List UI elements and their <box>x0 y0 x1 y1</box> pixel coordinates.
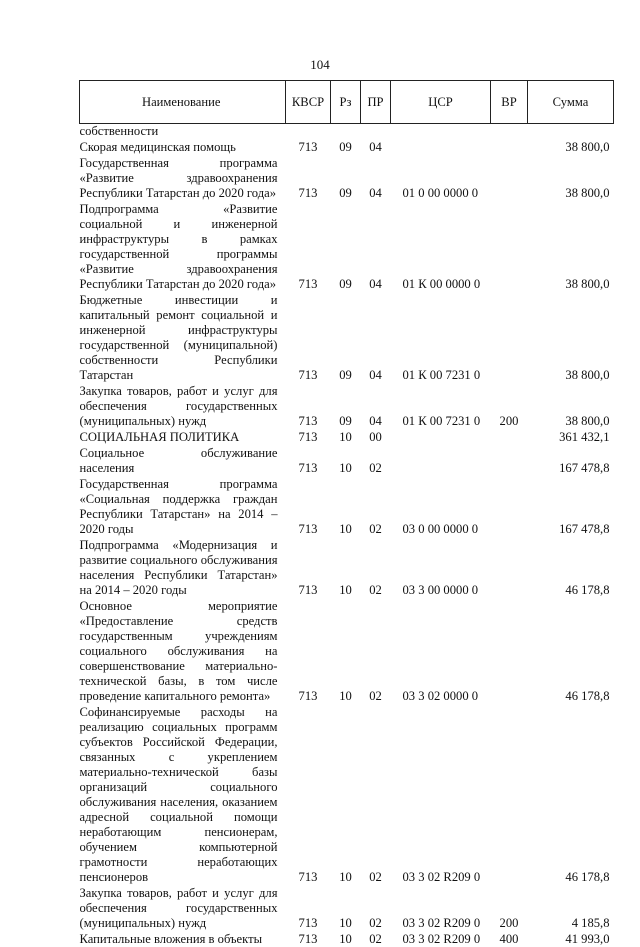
cell-name: Основное мероприятие «Предоставление средств государственным учреждениям социального обслуживания на совершенствование материально-технической базы, в том числе проведение капитального ремонта» <box>80 598 286 704</box>
cell-name: Государственная программа «Социальная поддержка граждан Республики Татарстан» на 2014 – 2020 годы <box>80 476 286 537</box>
cell-pr: 02 <box>361 476 391 537</box>
cell-vr <box>491 124 528 140</box>
cell-kvsr: 713 <box>286 139 331 155</box>
cell-rz: 10 <box>331 476 361 537</box>
header-sum: Сумма <box>528 81 614 124</box>
table-row <box>80 476 614 537</box>
cell-name: Социальное обслуживание населения <box>80 445 286 476</box>
table-row <box>80 292 614 383</box>
cell-vr <box>491 429 528 445</box>
cell-pr: 02 <box>361 445 391 476</box>
table-row <box>80 201 614 292</box>
cell-rz <box>331 124 361 140</box>
cell-pr <box>361 124 391 140</box>
cell-vr: 400 <box>491 931 528 947</box>
cell-pr: 04 <box>361 201 391 292</box>
cell-csr: 03 3 02 R209 0 <box>391 885 491 931</box>
cell-csr <box>391 445 491 476</box>
table-row <box>80 429 614 445</box>
cell-name: Государственная программа «Развитие здравоохранения Республики Татарстан до 2020 года» <box>80 155 286 201</box>
table-row <box>80 598 614 704</box>
header-csr: ЦСР <box>391 81 491 124</box>
cell-rz: 10 <box>331 445 361 476</box>
cell-pr: 02 <box>361 931 391 947</box>
cell-kvsr: 713 <box>286 292 331 383</box>
cell-vr <box>491 445 528 476</box>
cell-sum: 361 432,1 <box>528 429 614 445</box>
cell-csr: 03 3 02 R209 0 <box>391 704 491 885</box>
header-name: Наименование <box>80 81 286 124</box>
header-pr: ПР <box>361 81 391 124</box>
cell-vr <box>491 704 528 885</box>
cell-kvsr: 713 <box>286 201 331 292</box>
cell-kvsr <box>286 124 331 140</box>
cell-vr <box>491 537 528 598</box>
cell-rz: 09 <box>331 383 361 429</box>
cell-vr <box>491 155 528 201</box>
cell-vr <box>491 292 528 383</box>
cell-csr: 03 0 00 0000 0 <box>391 476 491 537</box>
cell-pr: 02 <box>361 704 391 885</box>
cell-name: Софинансируемые расходы на реализацию социальных программ субъектов Российской Федерации, связанных с укреплением материально-технической базы организаций социального обслуживания населения, оказанием адресной социальной помощи неработающим пенсионерам, обучением компьютерной грамотности неработающих пенсионеров <box>80 704 286 885</box>
table-row <box>80 139 614 155</box>
cell-csr <box>391 124 491 140</box>
cell-sum: 167 478,8 <box>528 445 614 476</box>
cell-vr <box>491 476 528 537</box>
cell-kvsr: 713 <box>286 931 331 947</box>
header-vr: ВР <box>491 81 528 124</box>
cell-vr <box>491 139 528 155</box>
cell-pr: 04 <box>361 139 391 155</box>
cell-sum: 38 800,0 <box>528 292 614 383</box>
table-row <box>80 155 614 201</box>
cell-sum: 167 478,8 <box>528 476 614 537</box>
cell-kvsr: 713 <box>286 445 331 476</box>
table-row <box>80 383 614 429</box>
cell-csr: 01 К 00 0000 0 <box>391 201 491 292</box>
cell-rz: 10 <box>331 598 361 704</box>
cell-name: Закупка товаров, работ и услуг для обеспечения государственных (муниципальных) нужд <box>80 885 286 931</box>
table-row <box>80 445 614 476</box>
cell-name: Закупка товаров, работ и услуг для обеспечения государственных (муниципальных) нужд <box>80 383 286 429</box>
cell-pr: 00 <box>361 429 391 445</box>
cell-csr: 03 3 02 0000 0 <box>391 598 491 704</box>
cell-name: Подпрограмма «Модернизация и развитие социального обслуживания населения Республики Татарстан» на 2014 – 2020 годы <box>80 537 286 598</box>
cell-name: Капитальные вложения в объекты <box>80 931 286 947</box>
cell-rz: 09 <box>331 155 361 201</box>
table-header-row <box>80 81 614 124</box>
cell-rz: 10 <box>331 885 361 931</box>
cell-pr: 04 <box>361 292 391 383</box>
cell-pr: 02 <box>361 885 391 931</box>
cell-rz: 09 <box>331 201 361 292</box>
cell-vr: 200 <box>491 383 528 429</box>
table-row <box>80 885 614 931</box>
cell-sum: 38 800,0 <box>528 383 614 429</box>
cell-kvsr: 713 <box>286 598 331 704</box>
cell-rz: 10 <box>331 931 361 947</box>
cell-name: Подпрограмма «Развитие социальной и инженерной инфраструктуры в рамках государственной программы «Развитие здравоохранения Республики Татарстан до 2020 года» <box>80 201 286 292</box>
cell-kvsr: 713 <box>286 429 331 445</box>
cell-sum: 38 800,0 <box>528 155 614 201</box>
cell-pr: 02 <box>361 598 391 704</box>
cell-pr: 04 <box>361 155 391 201</box>
cell-kvsr: 713 <box>286 383 331 429</box>
cell-kvsr: 713 <box>286 155 331 201</box>
cell-rz: 10 <box>331 704 361 885</box>
cell-rz: 10 <box>331 429 361 445</box>
cell-rz: 10 <box>331 537 361 598</box>
cell-kvsr: 713 <box>286 885 331 931</box>
cell-name: собственности <box>80 124 286 140</box>
header-kvsr: КВСР <box>286 81 331 124</box>
budget-table <box>79 80 614 947</box>
table-row <box>80 704 614 885</box>
cell-csr: 03 3 00 0000 0 <box>391 537 491 598</box>
cell-name: Скорая медицинская помощь <box>80 139 286 155</box>
header-rz: Рз <box>331 81 361 124</box>
cell-kvsr: 713 <box>286 704 331 885</box>
table-body <box>80 124 614 947</box>
cell-sum: 46 178,8 <box>528 704 614 885</box>
cell-kvsr: 713 <box>286 476 331 537</box>
cell-name: Бюджетные инвестиции и капитальный ремонт социальной и инженерной инфраструктуры государственной (муниципальной) собственности Республики Татарстан <box>80 292 286 383</box>
cell-csr: 01 К 00 7231 0 <box>391 292 491 383</box>
cell-pr: 02 <box>361 537 391 598</box>
cell-vr: 200 <box>491 885 528 931</box>
cell-rz: 09 <box>331 139 361 155</box>
cell-name: СОЦИАЛЬНАЯ ПОЛИТИКА <box>80 429 286 445</box>
cell-sum: 38 800,0 <box>528 201 614 292</box>
cell-sum: 41 993,0 <box>528 931 614 947</box>
cell-sum: 46 178,8 <box>528 537 614 598</box>
cell-vr <box>491 598 528 704</box>
cell-csr: 03 3 02 R209 0 <box>391 931 491 947</box>
cell-pr: 04 <box>361 383 391 429</box>
cell-sum: 46 178,8 <box>528 598 614 704</box>
cell-vr <box>491 201 528 292</box>
table-row <box>80 931 614 947</box>
cell-sum: 4 185,8 <box>528 885 614 931</box>
cell-csr: 01 К 00 7231 0 <box>391 383 491 429</box>
cell-sum <box>528 124 614 140</box>
page-number: 104 <box>0 57 640 73</box>
table-row <box>80 537 614 598</box>
cell-csr: 01 0 00 0000 0 <box>391 155 491 201</box>
cell-sum: 38 800,0 <box>528 139 614 155</box>
cell-csr <box>391 429 491 445</box>
cell-kvsr: 713 <box>286 537 331 598</box>
cell-csr <box>391 139 491 155</box>
table-row <box>80 124 614 140</box>
cell-rz: 09 <box>331 292 361 383</box>
